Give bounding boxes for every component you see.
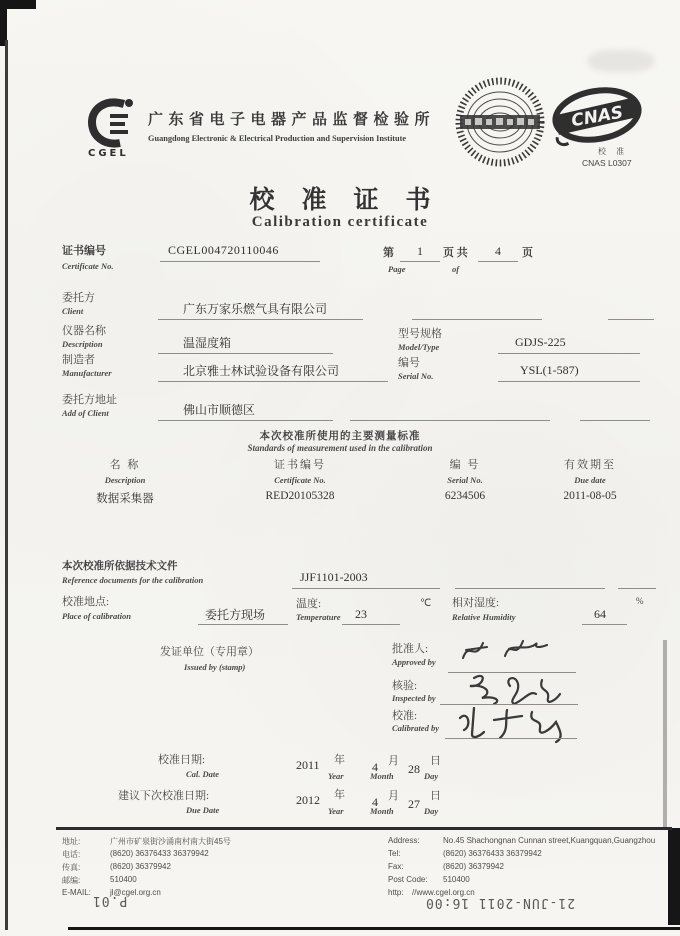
footer-post-cn: 510400 [110, 875, 137, 884]
temperature-label-en: Temperature [296, 612, 341, 622]
standards-col2-en: Certificate No. [274, 475, 326, 485]
cal-date-label-cn: 校准日期: [158, 754, 206, 766]
cal-day-en: Day [424, 771, 439, 781]
model-label-cn: 型号规格 [398, 328, 442, 340]
manufacturer-value: 北京雅士林试验设备有限公司 [183, 364, 340, 378]
institute-name-en: Guangdong Electronic & Electrical Production and Supervision Institute [148, 134, 407, 143]
manufacturer-label-en: Manufacturer [62, 368, 112, 378]
standards-table [50, 456, 650, 506]
calibrated-label-cn: 校准: [392, 710, 418, 722]
client-underline-3 [608, 319, 654, 320]
manufacturer-underline [158, 381, 388, 382]
due-year-cn: 年 [334, 789, 345, 801]
cal-day-cn: 日 [430, 755, 441, 767]
page-label-en: Page [388, 264, 406, 274]
scan-edge-right-strip [668, 828, 680, 925]
footer-tel-label-cn: 电话: [62, 850, 81, 859]
certificate-title-en: Calibration certificate [251, 214, 429, 230]
cnas-sub-label: 校 准 [598, 147, 628, 156]
cert-no-value: CGEL004720110046 [168, 243, 279, 257]
due-day-cn: 日 [430, 790, 441, 802]
client-label-en: Client [62, 306, 84, 316]
due-day-value: 27 [408, 797, 420, 811]
inspected-label-cn: 核验: [392, 680, 418, 692]
standards-col1-en: Description [104, 475, 146, 485]
serial-label-cn: 编号 [398, 357, 420, 369]
address-value: 佛山市顺德区 [183, 403, 256, 417]
description-underline [158, 353, 333, 354]
calibrated-label-en: Calibrated by [392, 723, 439, 733]
temperature-label-cn: 温度: [296, 598, 322, 610]
cal-month-en: Month [370, 771, 394, 781]
cnas-number: CNAS L0307 [582, 158, 632, 168]
footer-postcode-en: 510400 [443, 875, 470, 884]
temperature-underline [342, 624, 400, 625]
cnas-stamp-icon [550, 82, 644, 148]
humidity-label-en: Relative Humidity [452, 612, 516, 622]
footer-fax-cn: (8620) 36379942 [110, 862, 171, 871]
footer-web-url[interactable]: //www.cgel.org.cn [412, 888, 475, 897]
reference-label-en: Reference documents for the calibration [62, 575, 204, 585]
client-underline [158, 319, 363, 320]
scan-smudge [588, 50, 654, 72]
page-number: 1 [417, 244, 423, 258]
scan-edge-left-line [5, 40, 8, 930]
footer-tel-en: (8620) 36376433 36379942 [443, 849, 542, 858]
cert-no-label-en: Certificate No. [62, 261, 114, 271]
footer-fax-label-cn: 传真: [62, 863, 81, 872]
temperature-unit: ℃ [420, 598, 432, 609]
inspected-label-en: Inspected by [392, 693, 436, 703]
footer-email[interactable]: jl@cgel.org.cn [110, 888, 161, 897]
institute-name-cn: 广东省电子电器产品监督检验所 [148, 112, 436, 128]
certificate-title-cn: 校准证书 [249, 187, 458, 214]
cal-month-value: 4 [372, 760, 378, 774]
footer-web-label: http: [388, 888, 404, 897]
footer-divider [56, 827, 672, 830]
footer-email-label: E-MAIL: [62, 888, 91, 897]
cert-no-label-cn: 证书编号 [62, 245, 106, 257]
standard-serial: 6234506 [444, 490, 486, 502]
cal-year-value: 2011 [296, 758, 320, 772]
standards-col4-en: Due date [574, 475, 606, 485]
place-label-en: Place of calibration [62, 611, 131, 621]
due-month-en: Month [370, 806, 394, 816]
footer-addr-en: No.45 Shachongnan Cunnan street,Kuangquan,Guangzhou [443, 836, 656, 845]
serial-underline [498, 381, 640, 382]
cal-year-cn: 年 [334, 754, 345, 766]
address-label-en: Add of Client [62, 408, 109, 418]
client-value: 广东万家乐燃气具有限公司 [183, 302, 328, 316]
place-label-cn: 校准地点: [62, 596, 110, 608]
approved-label-cn: 批准人: [392, 643, 429, 655]
reference-underline-2 [455, 588, 605, 589]
standard-due-date: 2011-08-05 [563, 490, 617, 502]
standard-cert-no: RED20105328 [265, 490, 335, 502]
fax-page-number: P.01 [92, 893, 128, 908]
address-underline-3 [580, 420, 650, 421]
place-value: 委托方现场 [205, 608, 266, 622]
cert-no-underline [160, 261, 320, 262]
reference-underline-3 [618, 588, 656, 589]
due-date-label-en: Due Date [186, 805, 220, 815]
signature-calibrated [450, 700, 574, 748]
metrology-round-stamp-icon [452, 74, 548, 170]
humidity-label-cn: 相对湿度: [452, 597, 500, 609]
calibrated-underline [445, 738, 577, 739]
standards-col3-en: Serial No. [447, 475, 483, 485]
footer-tel-label-en: Tel: [388, 849, 401, 858]
manufacturer-label-cn: 制造者 [62, 354, 95, 366]
page-total: 4 [495, 244, 501, 258]
issued-label-en: Issued by (stamp) [184, 662, 246, 672]
approved-label-en: Approved by [392, 657, 436, 667]
cgel-logo [84, 96, 146, 160]
issued-label-cn: 发证单位（专用章） [160, 646, 259, 658]
page-number-underline [400, 261, 440, 262]
humidity-unit: % [636, 596, 644, 606]
standards-col2-cn: 证书编号 [274, 459, 326, 471]
due-year-en: Year [328, 806, 344, 816]
cal-year-en: Year [328, 771, 344, 781]
standard-name: 数据采集器 [96, 493, 154, 505]
cgel-logo-text: CGEL [88, 148, 129, 159]
reference-value: JJF1101-2003 [300, 570, 368, 584]
footer-fax-label-en: Fax: [388, 862, 404, 871]
of-label-en: of [452, 264, 460, 274]
client-label-cn: 委托方 [62, 292, 95, 304]
footer-tel-cn: (8620) 36376433 36379942 [110, 849, 209, 858]
footer-addr-label-en: Address: [388, 836, 420, 845]
cal-date-label-en: Cal. Date [186, 769, 220, 779]
place-underline [198, 624, 288, 625]
standards-col3-cn: 编 号 [449, 459, 481, 471]
description-label-cn: 仪器名称 [62, 325, 106, 337]
standards-col4-cn: 有效期至 [564, 459, 616, 471]
due-month-value: 4 [372, 795, 378, 809]
reference-underline [292, 588, 440, 589]
fax-timestamp: 21-JUN-2011 16:00 [425, 895, 576, 910]
address-underline [158, 420, 333, 421]
page-word-last: 页 [522, 247, 533, 259]
page-word-first: 第 [383, 247, 394, 259]
scan-edge-bottom-line [68, 927, 680, 930]
model-underline [498, 353, 640, 354]
serial-value: YSL(1-587) [520, 363, 579, 377]
description-value: 温湿度箱 [183, 336, 232, 350]
due-date-label-cn: 建议下次校准日期: [118, 790, 210, 802]
standards-title-en: Standards of measurement used in the calibration [247, 443, 433, 453]
client-underline-2 [412, 319, 542, 320]
humidity-underline [582, 624, 627, 625]
cal-month-cn: 月 [388, 755, 399, 767]
description-label-en: Description [62, 339, 103, 349]
due-year-value: 2012 [296, 793, 320, 807]
due-day-en: Day [424, 806, 439, 816]
footer-post-label-cn: 邮编: [62, 876, 81, 885]
model-value: GDJS-225 [515, 335, 566, 349]
footer-addr-cn: 广州市矿泉街沙涌南村南大街45号 [110, 837, 231, 846]
address-label-cn: 委托方地址 [62, 394, 117, 406]
standards-col1-cn: 名 称 [109, 459, 141, 471]
page-word-mid: 页 共 [443, 247, 468, 259]
cal-day-value: 28 [408, 762, 420, 776]
model-label-en: Model/Type [398, 342, 440, 352]
cnas-stamp-text: CNAS [569, 102, 625, 132]
footer-fax-en: (8620) 36379942 [443, 862, 504, 871]
serial-label-en: Serial No. [398, 371, 434, 381]
address-underline-2 [350, 420, 550, 421]
temperature-value: 23 [355, 607, 367, 621]
scan-edge-right-faint [663, 640, 667, 830]
standards-title-cn: 本次校准所使用的主要测量标准 [259, 431, 421, 442]
footer-postcode-label-en: Post Code: [388, 875, 428, 884]
reference-label-cn: 本次校准所依据技术文件 [62, 561, 178, 572]
humidity-value: 64 [594, 607, 606, 621]
page-total-underline [478, 261, 518, 262]
footer-addr-label-cn: 地址: [62, 837, 81, 846]
due-month-cn: 月 [388, 790, 399, 802]
